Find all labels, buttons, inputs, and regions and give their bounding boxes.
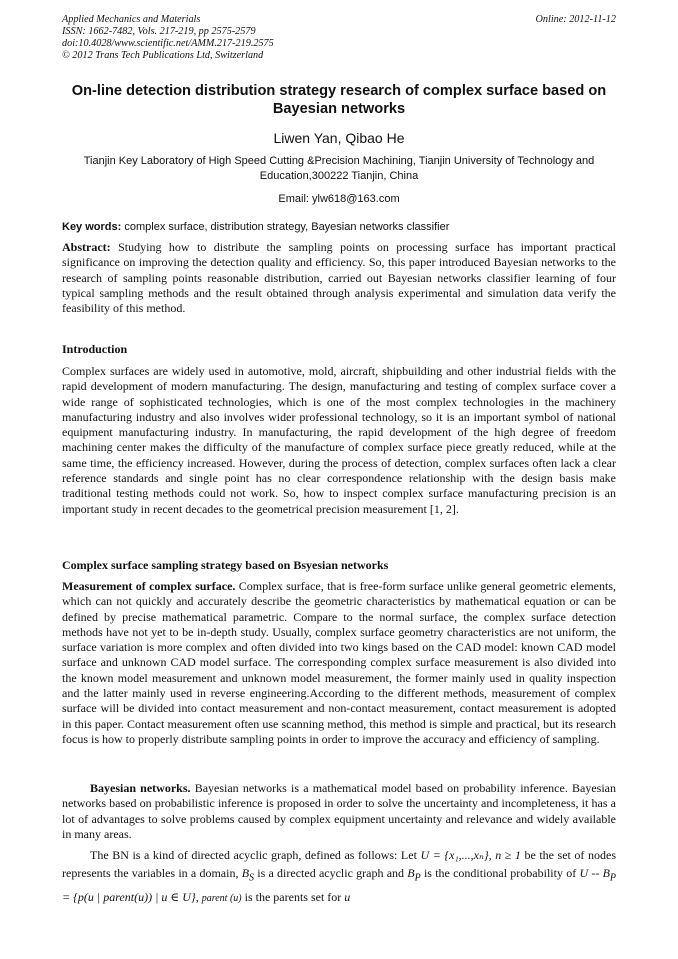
abstract-text: Studying how to distribute the sampling points on processing surface has important practical significance on improving the detection quality and efficiency. So, this paper introduced Bayesian networks to the research of sampling points reasonable distribution, carried out Bayesian networks classifier learning of four typical sampling methods and the result obtained through analysis experimental and simulation data verify the feasibility of this method. [62, 240, 616, 316]
author-affiliation: Tianjin Key Laboratory of High Speed Cutting &Precision Machining, Tianjin University of Technology and Education,300222 Tianjin, China [83, 155, 595, 182]
measurement-label: Measurement of complex surface. [62, 579, 236, 593]
bayesian-label: Bayesian networks. [90, 781, 191, 795]
bn-math-bs-sub: S [249, 872, 255, 884]
online-date: Online: 2012-11-12 [535, 14, 616, 25]
bayesian-text: Bayesian networks is a mathematical model based on probability inference. Bayesian networks based on probabilistic inference is proposed in order to solve the uncertainty and incompleteness, it has a lot of advantages to solve problems caused by complex equipment uncertainty and relevance and widely available in many areas. [62, 781, 616, 841]
bn-math-bp: B [407, 866, 415, 881]
bn-text-4: is the conditional probability of [420, 866, 580, 881]
bn-math-u-bp: U -- B [579, 866, 610, 881]
journal-name: Applied Mechanics and Materials [62, 14, 201, 25]
copyright-line: © 2012 Trans Tech Publications Ltd, Switzerland [62, 50, 264, 61]
doi-line: doi:10.4028/www.scientific.net/AMM.217-219.2575 [62, 38, 274, 49]
bn-math-u-bp-sub: P [609, 872, 617, 884]
paper-title: On-line detection distribution strategy research of complex surface based on Bayesian networks [71, 83, 607, 117]
bn-text-2: be the set of nodes represents the variables in a domain, [62, 848, 616, 881]
issn-line: ISSN: 1662-7482, Vols. 217-219, pp 2575-2579 [62, 26, 256, 37]
bn-math-bs: B [241, 866, 250, 881]
keywords-label: Key words: [62, 221, 122, 233]
bn-math-bp-sub: P [414, 872, 421, 884]
bn-math-parent: parent (u) [201, 892, 242, 904]
bn-text-1: The BN is a kind of directed acyclic graph, defined as follows: Let [90, 848, 421, 862]
strategy-heading: Complex surface sampling strategy based on Bsyesian networks [62, 558, 389, 572]
paper-authors: Liwen Yan, Qibao He [273, 130, 405, 146]
journal-header [62, 14, 616, 62]
bn-text-3: is a directed acyclic graph and [254, 866, 408, 881]
abstract [62, 240, 616, 316]
measurement-text: Complex surface, that is free-form surface unlike general geometric elements, which can not quickly and accurately describe the geometric characteristics by mathematical equation or can be defined by precise mathematical parametric. Compare to the normal surface, the complex surface detection methods have not yet to be in-depth study. Usually, complex surface geometry characteristics are not uniform, the surface variation is more complex and often divided into two kings based on the CAD model: known CAD model surface and unknown CAD model surface. The corresponding complex surface measurement is also divided into the known model measurement and unknown model measurement, the former mainly used in quality inspection and the latter mainly used in reverse engineering.According to the different methods, measurement of complex surface will be divided into contact measurement and non-contact measurement, contact measurement is adopted in this paper. Contact measurement often use scanning method, this method is simple and practical, but its research focus is how to properly distribute sampling points in order to improve the accuracy and efficiency of sampling. [62, 579, 616, 746]
introduction-heading: Introduction [62, 342, 128, 356]
bn-math-set: = {p(u | parent(u)) | u ∈ U} [62, 889, 196, 904]
bn-math-u: u [344, 889, 351, 904]
bn-text-5: , [195, 889, 202, 904]
bayesian-paragraph [62, 781, 616, 842]
measurement-paragraph [62, 579, 616, 747]
abstract-label: Abstract: [62, 240, 111, 254]
introduction-text: Complex surfaces are widely used in automotive, mold, aircraft, shipbuilding and other industrial fields with the rapid development of modern manufacturing. The design, manufacturing and testing of complex surface cover a wide range of sophisticated technologies, which is one of the most complex technologies in the machinery manufacturing industry and also involves wider professional technology, so it is an important symbol of national equipment manufacturing industry. In manufacturing, the rapid development of the high degree of freedom machining center makes the difficulty of the manufacture of complex surface piece greatly reduced, while at the same time, the efficiency increased. However, during the process of detection, complex surfaces often lack a clear reference standards and single point has no clear correspondence relationship with the design basis make traditional testing methods could not work. So, how to inspect complex surface manufacturing precision is an important study in recent decades to the geometrical precision measurement [1, 2]. [62, 364, 616, 516]
keywords-text: complex surface, distribution strategy, Bayesian networks classifier [121, 221, 450, 233]
author-email: Email: ylw618@163.com [278, 193, 400, 205]
bn-definition-paragraph [62, 846, 616, 908]
bn-text-6: is the parents set for [241, 889, 345, 904]
bn-math-nodes: U = {x₁,...,xₙ}, n ≥ 1 [420, 848, 521, 862]
keywords [62, 220, 616, 234]
